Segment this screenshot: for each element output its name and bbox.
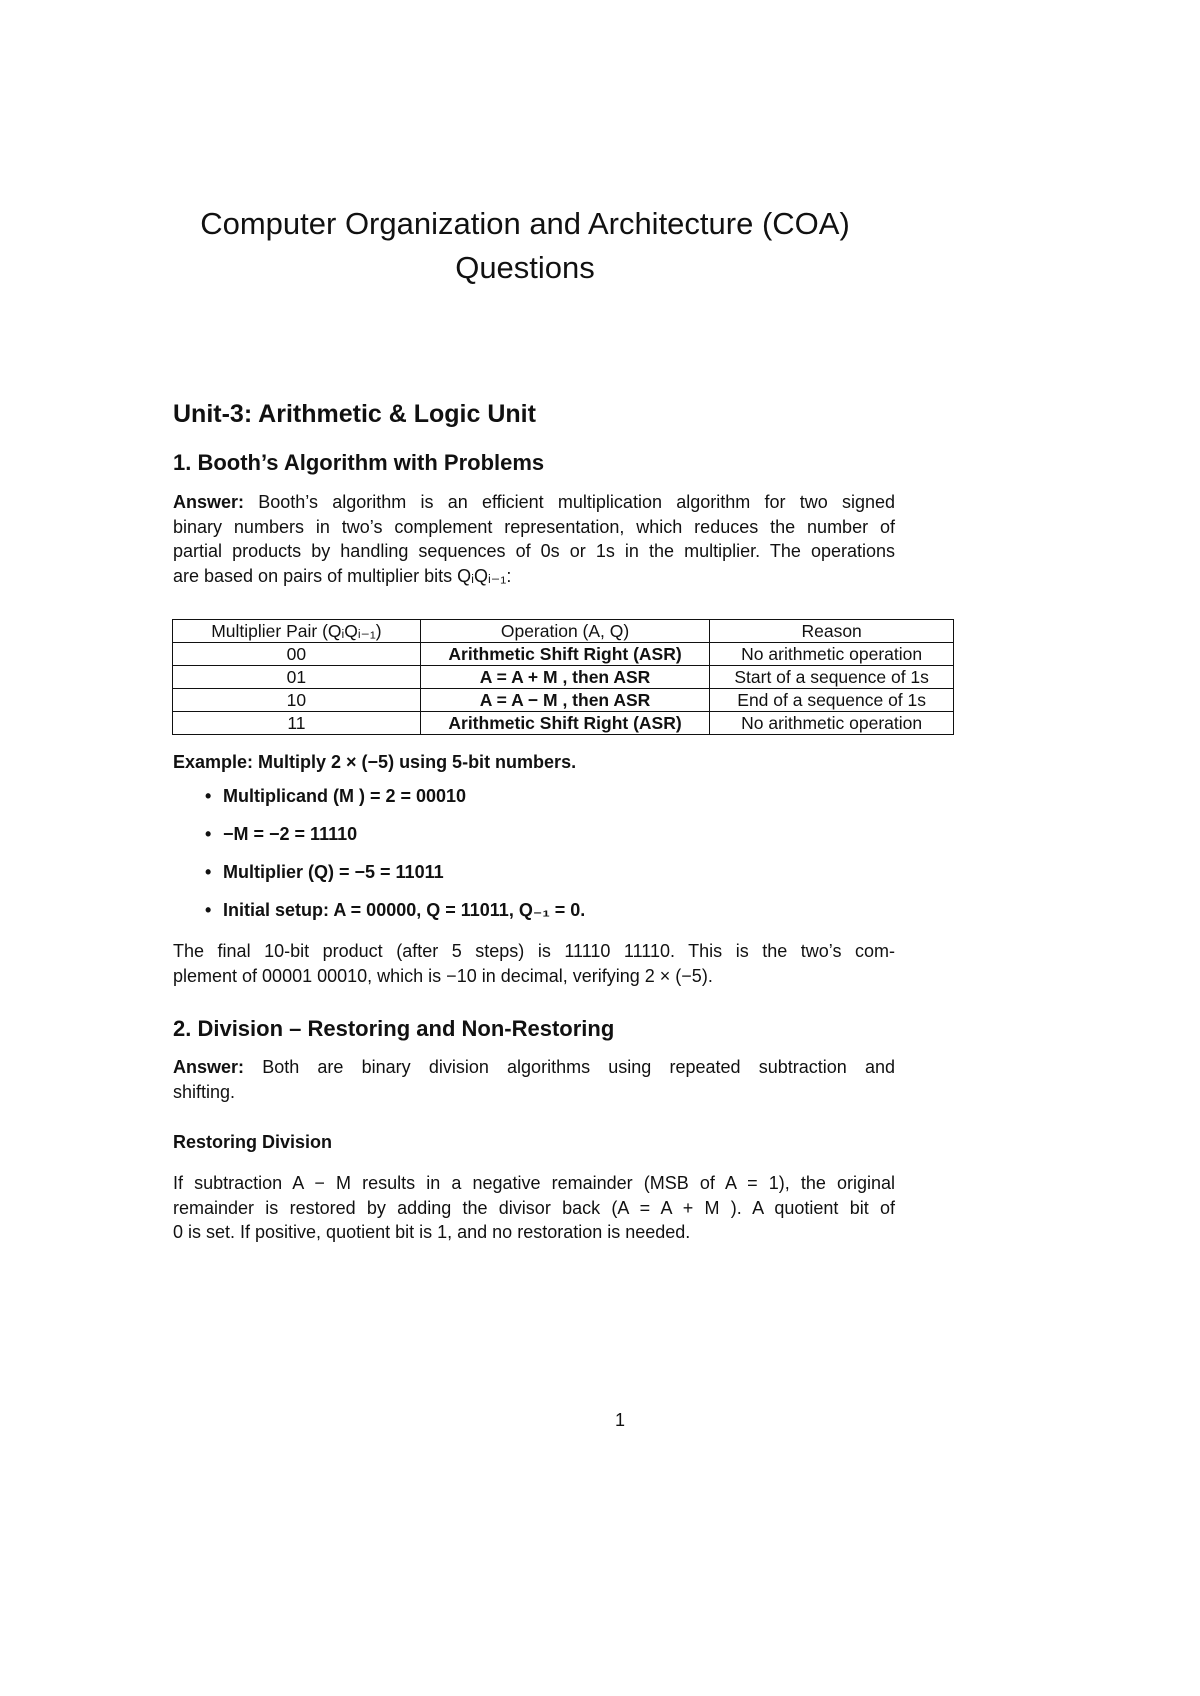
section1-line-3: partial products by handling sequences of 0s or 1s in the multiplier. The operations — [173, 541, 895, 561]
table-cell: A = A + M , then ASR — [420, 666, 709, 689]
table-cell: No arithmetic operation — [710, 712, 954, 735]
restoring-line-2: remainder is restored by adding the divisor back (A = A + M ). A quotient bit of — [173, 1197, 895, 1218]
example-heading: Example: Multiply 2 × (−5) using 5-bit numbers. — [173, 752, 577, 772]
table-header-row — [173, 620, 954, 643]
conclusion-line-1: The final 10-bit product (after 5 steps) is 11110 11110. This is the two’s com- — [173, 941, 895, 961]
bullet-icon: • — [205, 900, 212, 920]
section1-line-4: are based on pairs of multiplier bits QᵢQᵢ₋₁: — [173, 565, 512, 586]
restoring-division-heading: Restoring Division — [173, 1132, 333, 1152]
table-row — [173, 712, 954, 735]
section1-conclusion — [173, 939, 895, 988]
table-row — [173, 666, 954, 689]
restoring-division-text — [173, 1171, 895, 1245]
booth-operations-table — [172, 619, 954, 735]
table-cell: Arithmetic Shift Right (ASR) — [420, 712, 709, 735]
table-cell: 00 — [173, 643, 421, 666]
restoring-line-3: 0 is set. If positive, quotient bit is 1, and no restoration is needed. — [173, 1222, 691, 1242]
bullet-icon: • — [205, 786, 212, 806]
answer-label: Answer: — [173, 1057, 245, 1077]
table-header-cell: Operation (A, Q) — [420, 620, 709, 643]
table-cell: Arithmetic Shift Right (ASR) — [420, 643, 709, 666]
unit-heading: Unit-3: Arithmetic & Logic Unit — [173, 400, 536, 428]
document-title-line2: Questions — [455, 250, 595, 285]
section1-line-1: Answer: Booth’s algorithm is an efficient multiplication algorithm for two signed — [173, 492, 895, 512]
table-cell: A = A − M , then ASR — [420, 689, 709, 712]
bullet-icon: • — [205, 862, 212, 882]
table-row — [173, 689, 954, 712]
table-cell: No arithmetic operation — [710, 643, 954, 666]
table-cell: 11 — [173, 712, 421, 735]
conclusion-line-2: plement of 00001 00010, which is −10 in decimal, verifying 2 × (−5). — [173, 965, 713, 986]
answer-label: Answer: — [173, 492, 245, 512]
section1-heading: 1. Booth’s Algorithm with Problems — [173, 450, 545, 475]
list-item: • Multiplier (Q) = −5 = 11011 — [205, 862, 444, 882]
section2-answer — [173, 1055, 895, 1104]
table-header-cell: Multiplier Pair (QᵢQᵢ₋₁) — [173, 620, 421, 643]
list-item: • −M = −2 = 11110 — [205, 824, 358, 844]
section1-line-2: binary numbers in two’s complement representation, which reduces the number of — [173, 516, 895, 537]
table-cell: Start of a sequence of 1s — [710, 666, 954, 689]
page-number: 1 — [614, 1410, 625, 1430]
section2-line-1: Answer: Both are binary division algorithms using repeated subtraction and — [173, 1057, 895, 1077]
document-title-line1: Computer Organization and Architecture (COA) — [200, 206, 850, 241]
list-item: • Multiplicand (M ) = 2 = 00010 — [205, 786, 467, 806]
section2-line-2: shifting. — [173, 1081, 236, 1102]
table-row — [173, 643, 954, 666]
section1-answer — [173, 490, 895, 588]
bullet-icon: • — [205, 824, 212, 844]
section2-heading: 2. Division – Restoring and Non-Restoring — [173, 1016, 615, 1041]
example-bullet-list — [205, 784, 585, 936]
table-cell: 10 — [173, 689, 421, 712]
table-cell: 01 — [173, 666, 421, 689]
list-item: • Initial setup: A = 00000, Q = 11011, Q₋₁ = 0. — [205, 900, 586, 920]
restoring-line-1: If subtraction A − M results in a negative remainder (MSB of A = 1), the original — [173, 1173, 895, 1193]
table-cell: End of a sequence of 1s — [710, 689, 954, 712]
table-header-cell: Reason — [710, 620, 954, 643]
